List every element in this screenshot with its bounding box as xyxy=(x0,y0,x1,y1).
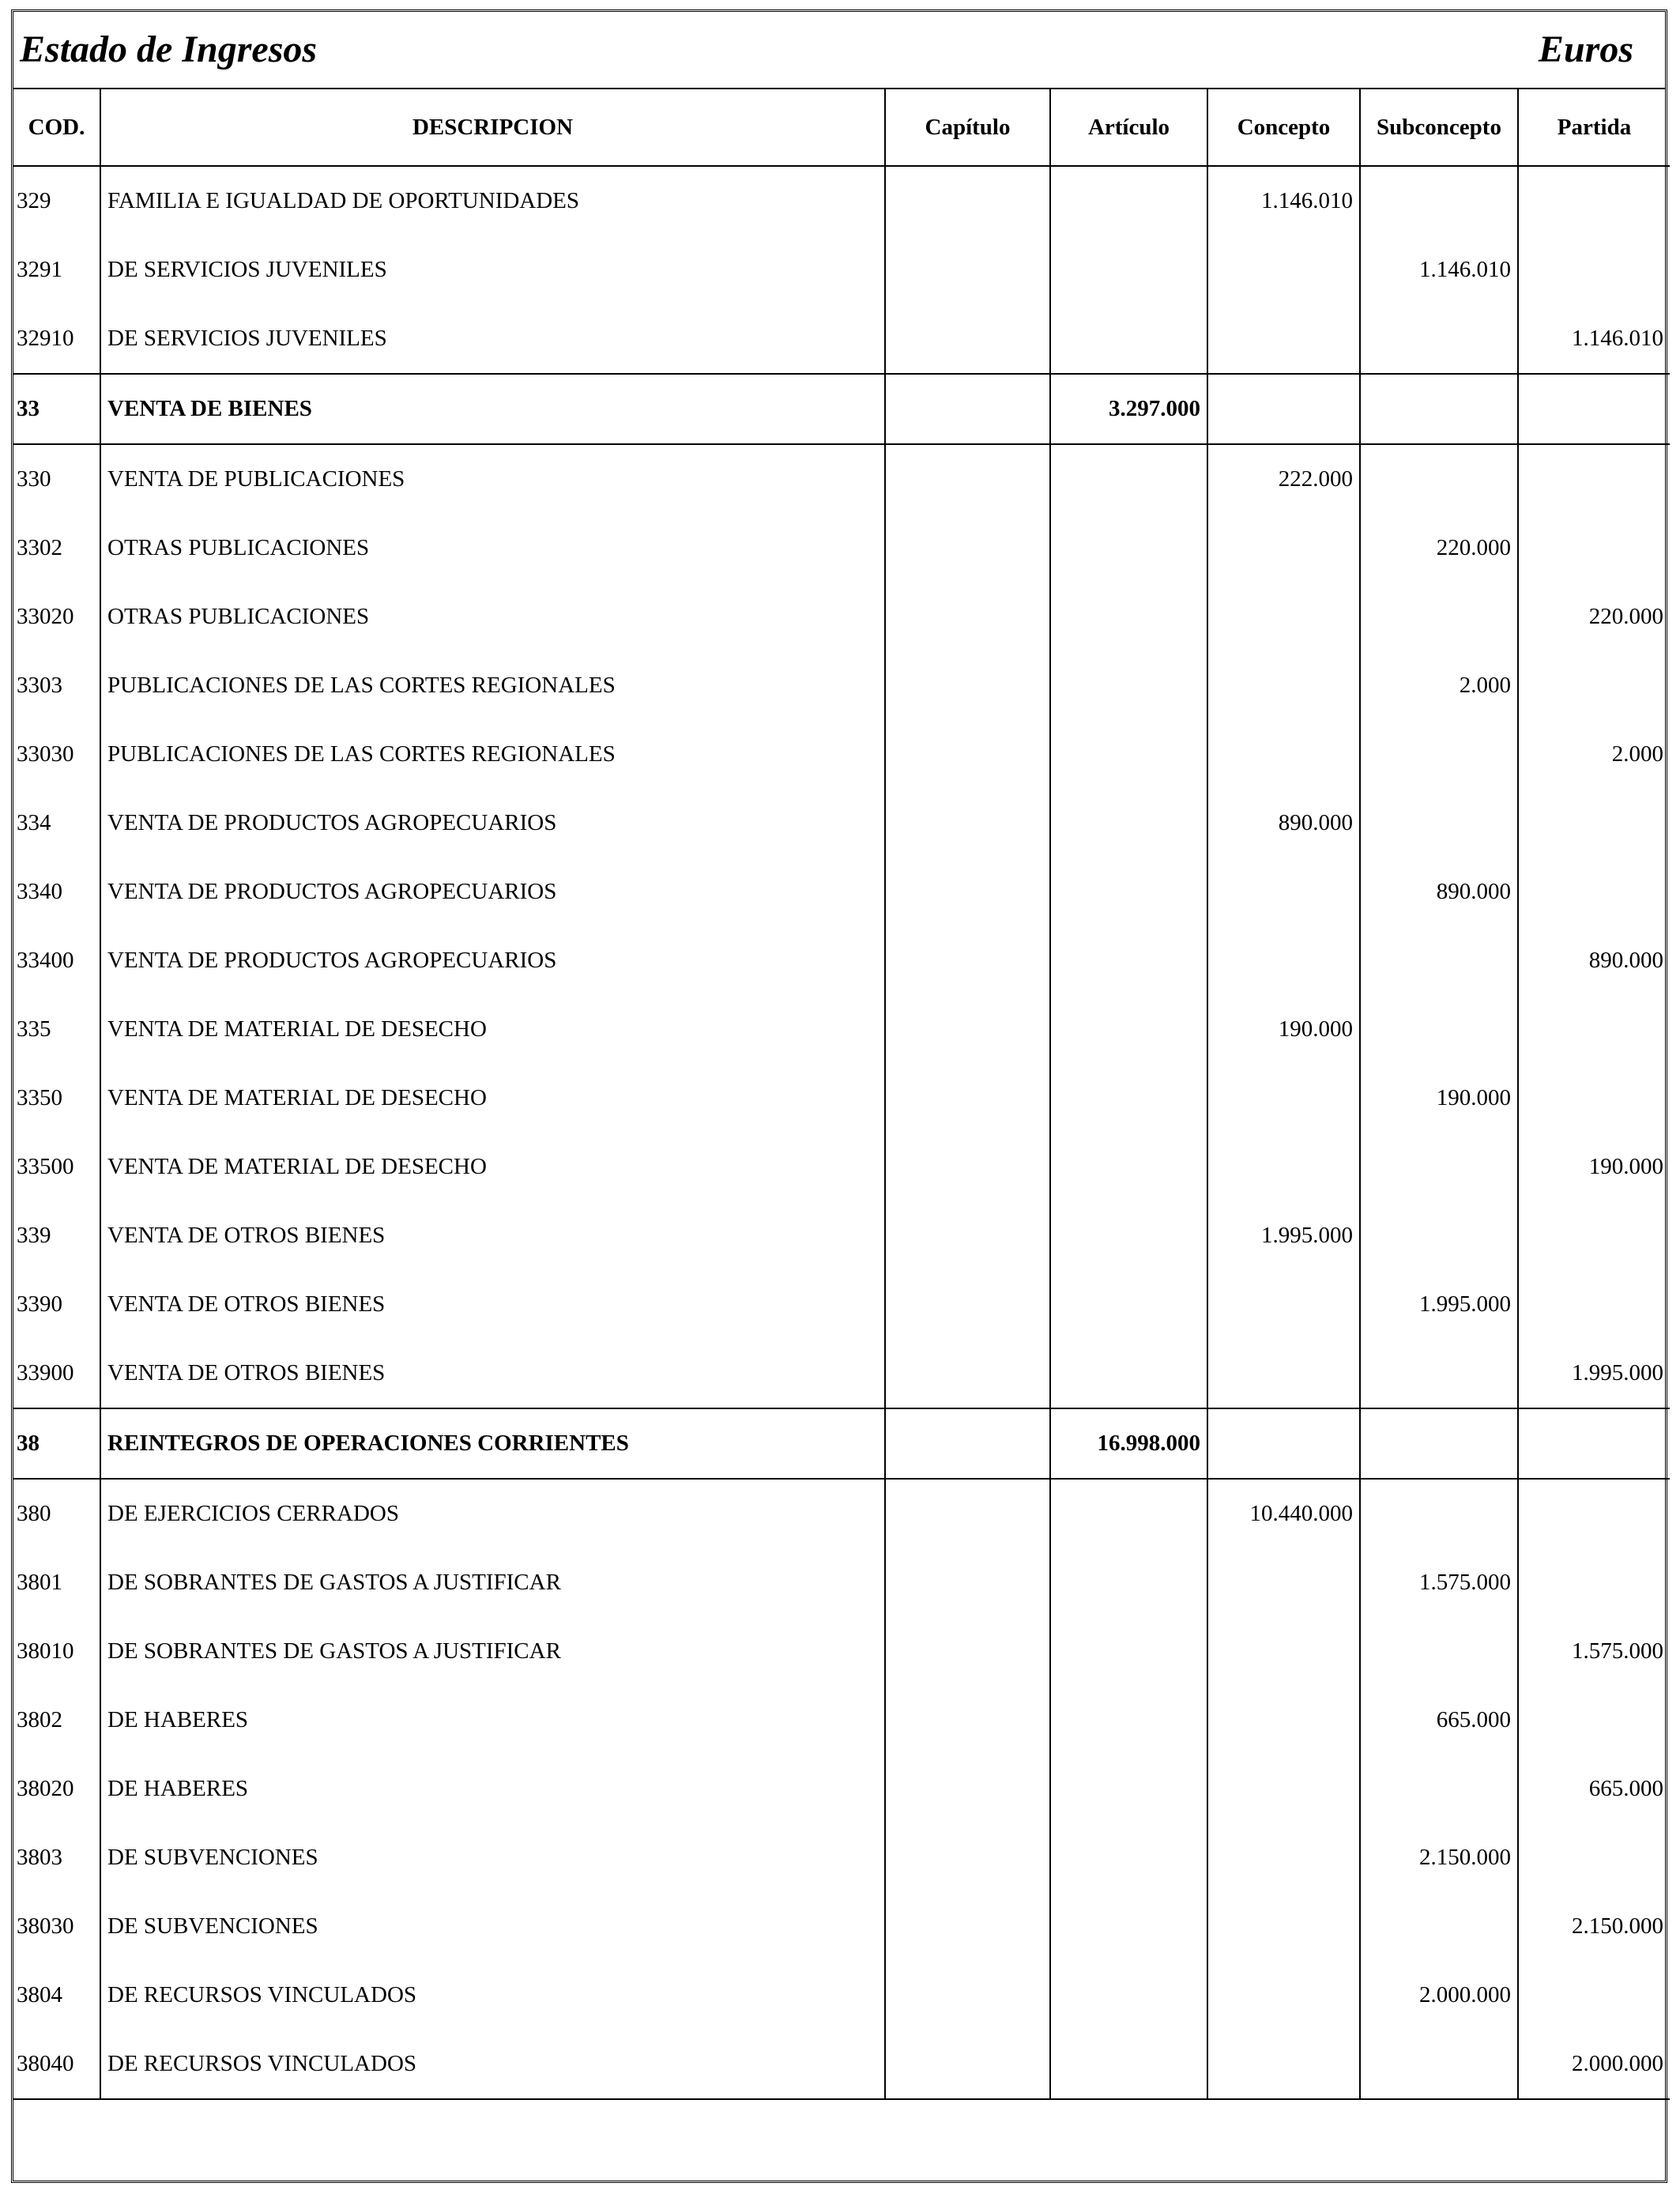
cod-cell: 3390 xyxy=(17,1291,62,1317)
capitulo-cell xyxy=(885,166,1050,236)
cod-cell: 33500 xyxy=(17,1154,74,1179)
table-row xyxy=(13,1479,1670,1548)
table-row xyxy=(13,1133,1670,1201)
partida-cell: 1.575.000 xyxy=(1518,1617,1670,1686)
articulo-cell xyxy=(1050,720,1207,789)
cod-cell: 3804 xyxy=(17,1982,62,2007)
cod-cell: 380 xyxy=(17,1501,51,1526)
group-row xyxy=(13,1408,1670,1479)
description-cell: VENTA DE PUBLICACIONES xyxy=(100,444,885,514)
table-row xyxy=(13,1892,1670,1961)
capitulo-cell xyxy=(885,651,1050,720)
partida-cell: 220.000 xyxy=(1518,582,1670,651)
table-row xyxy=(13,1201,1670,1270)
articulo-cell xyxy=(1050,304,1207,374)
capitulo-cell xyxy=(885,1270,1050,1339)
concepto-cell xyxy=(1207,236,1360,304)
articulo-cell xyxy=(1050,651,1207,720)
table-row xyxy=(13,1548,1670,1617)
capitulo-cell xyxy=(885,1201,1050,1270)
partida-cell: 190.000 xyxy=(1518,1133,1670,1201)
table-row xyxy=(13,1339,1670,1408)
concepto-cell xyxy=(1207,514,1360,582)
description-cell: PUBLICACIONES DE LAS CORTES REGIONALES xyxy=(100,720,885,789)
subconcepto-cell xyxy=(1360,1408,1518,1479)
description-cell: DE EJERCICIOS CERRADOS xyxy=(100,1479,885,1548)
description-cell: VENTA DE PRODUCTOS AGROPECUARIOS xyxy=(100,858,885,926)
footer-cell xyxy=(13,2099,1670,2139)
articulo-cell xyxy=(1050,166,1207,236)
description-cell: VENTA DE MATERIAL DE DESECHO xyxy=(100,1133,885,1201)
description-cell: DE SERVICIOS JUVENILES xyxy=(100,304,885,374)
subconcepto-cell xyxy=(1360,720,1518,789)
cod-cell: 3803 xyxy=(17,1845,62,1870)
partida-cell: 890.000 xyxy=(1518,926,1670,995)
articulo-cell xyxy=(1050,1617,1207,1686)
description-cell: VENTA DE PRODUCTOS AGROPECUARIOS xyxy=(100,926,885,995)
cod-cell: 33900 xyxy=(17,1360,74,1385)
cod-cell: 38030 xyxy=(17,1913,74,1939)
table-row xyxy=(13,1064,1670,1133)
capitulo-cell xyxy=(885,1133,1050,1201)
subconcepto-cell: 1.146.010 xyxy=(1360,236,1518,304)
description-cell: PUBLICACIONES DE LAS CORTES REGIONALES xyxy=(100,651,885,720)
description-cell: VENTA DE OTROS BIENES xyxy=(100,1339,885,1408)
capitulo-cell xyxy=(885,858,1050,926)
capitulo-cell xyxy=(885,1408,1050,1479)
partida-cell xyxy=(1518,1408,1670,1479)
table-row xyxy=(13,995,1670,1064)
description-cell: FAMILIA E IGUALDAD DE OPORTUNIDADES xyxy=(100,166,885,236)
column-header-subconcepto: Subconcepto xyxy=(1360,89,1518,166)
articulo-cell xyxy=(1050,1892,1207,1961)
partida-cell xyxy=(1518,374,1670,444)
subconcepto-cell xyxy=(1360,995,1518,1064)
table-row xyxy=(13,1617,1670,1686)
table-row xyxy=(13,651,1670,720)
cod-cell: 329 xyxy=(17,188,51,213)
partida-cell xyxy=(1518,1548,1670,1617)
capitulo-cell xyxy=(885,582,1050,651)
partida-cell: 2.000 xyxy=(1518,720,1670,789)
partida-cell xyxy=(1518,1479,1670,1548)
capitulo-cell xyxy=(885,1064,1050,1133)
partida-cell xyxy=(1518,995,1670,1064)
subconcepto-cell xyxy=(1360,789,1518,858)
partida-cell: 1.146.010 xyxy=(1518,304,1670,374)
partida-cell xyxy=(1518,1270,1670,1339)
cod-cell: 32910 xyxy=(17,326,74,351)
cod-cell: 3303 xyxy=(17,673,62,698)
table-row xyxy=(13,514,1670,582)
partida-cell xyxy=(1518,1064,1670,1133)
column-header-concepto: Concepto xyxy=(1207,89,1360,166)
capitulo-cell xyxy=(885,236,1050,304)
cod-cell: 335 xyxy=(17,1016,51,1042)
articulo-cell xyxy=(1050,1133,1207,1201)
articulo-cell xyxy=(1050,789,1207,858)
subconcepto-cell xyxy=(1360,374,1518,444)
subconcepto-cell: 665.000 xyxy=(1360,1686,1518,1755)
concepto-cell xyxy=(1207,926,1360,995)
subconcepto-cell: 190.000 xyxy=(1360,1064,1518,1133)
concepto-cell xyxy=(1207,720,1360,789)
articulo-cell xyxy=(1050,995,1207,1064)
subconcepto-cell xyxy=(1360,1479,1518,1548)
articulo-cell xyxy=(1050,1479,1207,1548)
description-cell: VENTA DE BIENES xyxy=(100,374,885,444)
concepto-cell: 10.440.000 xyxy=(1207,1479,1360,1548)
concepto-cell: 222.000 xyxy=(1207,444,1360,514)
concepto-cell xyxy=(1207,1133,1360,1201)
description-cell: DE RECURSOS VINCULADOS xyxy=(100,2030,885,2099)
partida-cell xyxy=(1518,444,1670,514)
articulo-cell xyxy=(1050,1548,1207,1617)
table-row xyxy=(13,926,1670,995)
concepto-cell xyxy=(1207,1823,1360,1892)
articulo-cell xyxy=(1050,1201,1207,1270)
income-table xyxy=(13,89,1670,2139)
concepto-cell xyxy=(1207,582,1360,651)
capitulo-cell xyxy=(885,304,1050,374)
concepto-cell xyxy=(1207,1408,1360,1479)
description-cell: VENTA DE PRODUCTOS AGROPECUARIOS xyxy=(100,789,885,858)
cod-cell: 38020 xyxy=(17,1776,74,1801)
articulo-cell xyxy=(1050,926,1207,995)
description-cell: REINTEGROS DE OPERACIONES CORRIENTES xyxy=(100,1408,885,1479)
partida-cell: 665.000 xyxy=(1518,1755,1670,1823)
cod-cell: 38 xyxy=(13,1408,100,1479)
capitulo-cell xyxy=(885,1479,1050,1548)
capitulo-cell xyxy=(885,444,1050,514)
header-row xyxy=(13,89,1670,166)
concepto-cell: 190.000 xyxy=(1207,995,1360,1064)
partida-cell: 2.000.000 xyxy=(1518,2030,1670,2099)
partida-cell xyxy=(1518,1961,1670,2030)
partida-cell xyxy=(1518,166,1670,236)
subconcepto-cell xyxy=(1360,1755,1518,1823)
concepto-cell xyxy=(1207,1548,1360,1617)
table-row xyxy=(13,1823,1670,1892)
partida-cell: 1.995.000 xyxy=(1518,1339,1670,1408)
concepto-cell: 1.995.000 xyxy=(1207,1201,1360,1270)
subconcepto-cell xyxy=(1360,1892,1518,1961)
cod-cell: 3350 xyxy=(17,1085,62,1110)
concepto-cell xyxy=(1207,374,1360,444)
subconcepto-cell xyxy=(1360,1133,1518,1201)
capitulo-cell xyxy=(885,1961,1050,2030)
description-cell: DE SOBRANTES DE GASTOS A JUSTIFICAR xyxy=(100,1548,885,1617)
subconcepto-cell xyxy=(1360,166,1518,236)
capitulo-cell xyxy=(885,926,1050,995)
currency-label: Euros xyxy=(1538,28,1633,70)
capitulo-cell xyxy=(885,720,1050,789)
income-statement-sheet xyxy=(11,9,1667,2183)
capitulo-cell xyxy=(885,1548,1050,1617)
capitulo-cell xyxy=(885,1823,1050,1892)
concepto-cell xyxy=(1207,1339,1360,1408)
concepto-cell xyxy=(1207,1892,1360,1961)
concepto-cell xyxy=(1207,304,1360,374)
cod-cell: 33400 xyxy=(17,948,74,973)
partida-cell xyxy=(1518,858,1670,926)
articulo-cell xyxy=(1050,1270,1207,1339)
articulo-cell xyxy=(1050,1755,1207,1823)
description-cell: OTRAS PUBLICACIONES xyxy=(100,582,885,651)
cod-cell: 3802 xyxy=(17,1707,62,1732)
capitulo-cell xyxy=(885,1686,1050,1755)
capitulo-cell xyxy=(885,374,1050,444)
table-row xyxy=(13,1686,1670,1755)
cod-cell: 339 xyxy=(17,1223,51,1248)
subconcepto-cell: 2.000.000 xyxy=(1360,1961,1518,2030)
articulo-cell: 3.297.000 xyxy=(1050,374,1207,444)
capitulo-cell xyxy=(885,1617,1050,1686)
subconcepto-cell: 1.575.000 xyxy=(1360,1548,1518,1617)
table-row xyxy=(13,1961,1670,2030)
concepto-cell xyxy=(1207,1961,1360,2030)
articulo-cell: 16.998.000 xyxy=(1050,1408,1207,1479)
description-cell: DE HABERES xyxy=(100,1755,885,1823)
description-cell: DE HABERES xyxy=(100,1686,885,1755)
subconcepto-cell xyxy=(1360,1617,1518,1686)
subconcepto-cell xyxy=(1360,1201,1518,1270)
cod-cell: 330 xyxy=(17,466,51,492)
table-row xyxy=(13,1755,1670,1823)
table-row xyxy=(13,789,1670,858)
articulo-cell xyxy=(1050,236,1207,304)
table-row xyxy=(13,582,1670,651)
subconcepto-cell: 2.150.000 xyxy=(1360,1823,1518,1892)
cod-cell: 33030 xyxy=(17,741,74,767)
table-row xyxy=(13,858,1670,926)
concepto-cell xyxy=(1207,1686,1360,1755)
table-row xyxy=(13,444,1670,514)
concepto-cell xyxy=(1207,1755,1360,1823)
table-row xyxy=(13,236,1670,304)
capitulo-cell xyxy=(885,995,1050,1064)
subconcepto-cell: 1.995.000 xyxy=(1360,1270,1518,1339)
table-footer-row xyxy=(13,2099,1670,2139)
subconcepto-cell xyxy=(1360,582,1518,651)
description-cell: VENTA DE MATERIAL DE DESECHO xyxy=(100,1064,885,1133)
description-cell: VENTA DE MATERIAL DE DESECHO xyxy=(100,995,885,1064)
table-row xyxy=(13,166,1670,236)
cod-cell: 38010 xyxy=(17,1638,74,1664)
partida-cell xyxy=(1518,789,1670,858)
table-body xyxy=(13,166,1670,2139)
concepto-cell xyxy=(1207,858,1360,926)
column-header-partida: Partida xyxy=(1518,89,1670,166)
concepto-cell xyxy=(1207,1617,1360,1686)
concepto-cell: 1.146.010 xyxy=(1207,166,1360,236)
capitulo-cell xyxy=(885,789,1050,858)
description-cell: DE SUBVENCIONES xyxy=(100,1823,885,1892)
cod-cell: 3340 xyxy=(17,879,62,904)
articulo-cell xyxy=(1050,1823,1207,1892)
partida-cell: 2.150.000 xyxy=(1518,1892,1670,1961)
articulo-cell xyxy=(1050,444,1207,514)
page-title: Estado de Ingresos xyxy=(20,28,318,70)
articulo-cell xyxy=(1050,1686,1207,1755)
articulo-cell xyxy=(1050,1961,1207,2030)
table-row xyxy=(13,304,1670,374)
subconcepto-cell: 2.000 xyxy=(1360,651,1518,720)
subconcepto-cell xyxy=(1360,2030,1518,2099)
cod-cell: 3291 xyxy=(17,257,62,282)
column-header-articulo: Artículo xyxy=(1050,89,1207,166)
description-cell: VENTA DE OTROS BIENES xyxy=(100,1270,885,1339)
description-cell: DE RECURSOS VINCULADOS xyxy=(100,1961,885,2030)
concepto-cell xyxy=(1207,651,1360,720)
subconcepto-cell xyxy=(1360,444,1518,514)
capitulo-cell xyxy=(885,1339,1050,1408)
articulo-cell xyxy=(1050,1064,1207,1133)
partida-cell xyxy=(1518,236,1670,304)
subconcepto-cell: 890.000 xyxy=(1360,858,1518,926)
concepto-cell xyxy=(1207,1064,1360,1133)
articulo-cell xyxy=(1050,1339,1207,1408)
concepto-cell: 890.000 xyxy=(1207,789,1360,858)
capitulo-cell xyxy=(885,1755,1050,1823)
articulo-cell xyxy=(1050,514,1207,582)
partida-cell xyxy=(1518,1201,1670,1270)
partida-cell xyxy=(1518,1686,1670,1755)
group-row xyxy=(13,374,1670,444)
description-cell: DE SUBVENCIONES xyxy=(100,1892,885,1961)
articulo-cell xyxy=(1050,2030,1207,2099)
subconcepto-cell xyxy=(1360,926,1518,995)
capitulo-cell xyxy=(885,2030,1050,2099)
cod-cell: 33020 xyxy=(17,604,74,629)
cod-cell: 3302 xyxy=(17,535,62,560)
subconcepto-cell: 220.000 xyxy=(1360,514,1518,582)
description-cell: OTRAS PUBLICACIONES xyxy=(100,514,885,582)
partida-cell xyxy=(1518,1823,1670,1892)
column-header-cod: COD. xyxy=(13,89,100,166)
concepto-cell xyxy=(1207,1270,1360,1339)
articulo-cell xyxy=(1050,582,1207,651)
partida-cell xyxy=(1518,651,1670,720)
description-cell: DE SOBRANTES DE GASTOS A JUSTIFICAR xyxy=(100,1617,885,1686)
description-cell: VENTA DE OTROS BIENES xyxy=(100,1201,885,1270)
capitulo-cell xyxy=(885,1892,1050,1961)
cod-cell: 33 xyxy=(13,374,100,444)
partida-cell xyxy=(1518,514,1670,582)
column-header-descripcion: DESCRIPCION xyxy=(100,89,885,166)
cod-cell: 3801 xyxy=(17,1570,62,1595)
title-bar xyxy=(13,12,1665,89)
description-cell: DE SERVICIOS JUVENILES xyxy=(100,236,885,304)
subconcepto-cell xyxy=(1360,1339,1518,1408)
subconcepto-cell xyxy=(1360,304,1518,374)
table-row xyxy=(13,2030,1670,2099)
capitulo-cell xyxy=(885,514,1050,582)
concepto-cell xyxy=(1207,2030,1360,2099)
cod-cell: 38040 xyxy=(17,2051,74,2076)
table-row xyxy=(13,720,1670,789)
articulo-cell xyxy=(1050,858,1207,926)
table-row xyxy=(13,1270,1670,1339)
column-header-capitulo: Capítulo xyxy=(885,89,1050,166)
cod-cell: 334 xyxy=(17,810,51,835)
